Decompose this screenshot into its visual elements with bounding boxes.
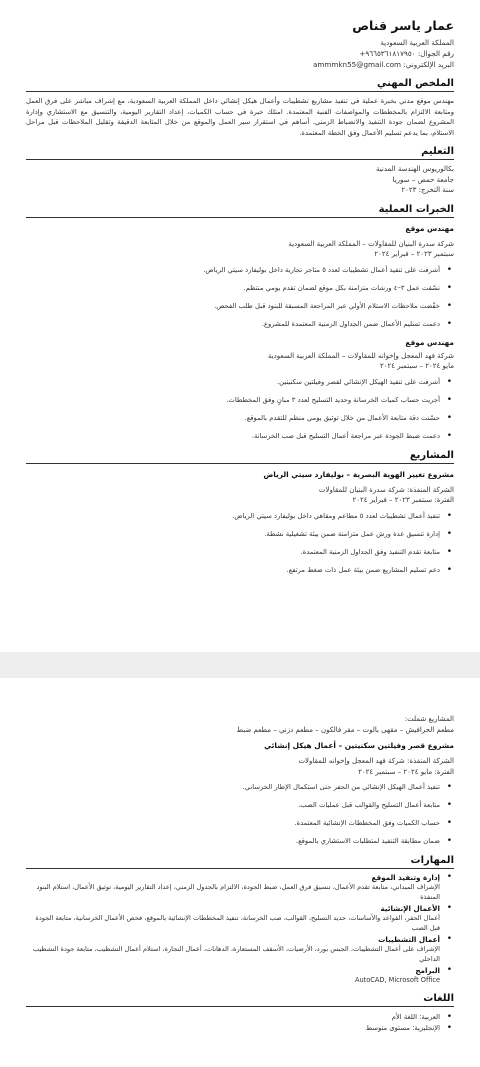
job-bullet: • نسّقت عمل ٣–٤ ورشات متزامنة بكل موقع لضمان تقدم يومي منتظم. — [26, 284, 454, 292]
languages-heading: اللغات — [26, 993, 454, 1007]
skills-heading: المهارات — [26, 855, 454, 869]
job-bullet: • خفّضت ملاحظات الاستلام الأولي عبر المراجعة المسبقة للبنود قبل طلب الفحص. — [26, 302, 454, 310]
job-company: شركة سدرة البنيان للمقاولات – المملكة العربية السعودية — [288, 239, 454, 248]
job-bullet: • أشرفت على تنفيذ أعمال تشطيبات لعدد ٥ متاجر تجارية داخل بوليفارد سيتي الرياض. — [26, 266, 454, 274]
project-bullet: • متابعة أعمال التسليح والقوالب قبل عمليات الصب. — [26, 801, 454, 809]
job-company: شركة فهد المعجل وإخوانه للمقاولات – المملكة العربية السعودية — [267, 351, 454, 360]
project-bullet: • ضمان مطابقة التنفيذ لمتطلبات الاستشاري بالموقع. — [26, 837, 454, 845]
job-period: سبتمبر ٢٠٢٣ – فبراير ٢٠٢٤ — [374, 250, 454, 258]
project-included-label: المشاريع شملت: — [404, 715, 454, 723]
skill-desc: AutoCAD, Microsoft Office — [354, 976, 440, 984]
project-title: مشروع تغيير الهوية البصرية – بوليفارد سيتي الرياض — [263, 469, 454, 479]
project-bullet: • تنفيذ أعمال تشطيبات لعدد ٥ مطاعم ومقاهي داخل بوليفارد سيتي الرياض. — [26, 512, 454, 520]
skill-head: • أعمال التشطيبات — [378, 935, 440, 944]
skill-head: • إدارة وتنفيذ الموقع — [371, 873, 440, 882]
skill-head: • الأعمال الإنشائية — [380, 904, 440, 913]
job-role: مهندس موقع — [405, 337, 454, 347]
experience-heading: الخبرات العملية — [26, 204, 454, 218]
job-role: مهندس موقع — [405, 223, 454, 233]
project-company: الشركة المنفذة: شركة سدرة البنيان للمقاولات — [318, 485, 454, 494]
job-bullets — [26, 378, 454, 440]
project-bullet: • تنفيذ أعمال الهيكل الإنشائي من الحفر حتى استكمال الإطار الخرساني. — [26, 783, 454, 791]
project-bullet: • متابعة تقدم التنفيذ وفق الجداول الزمنية المعتمدة. — [26, 548, 454, 556]
projects-heading: المشاريع — [26, 450, 454, 464]
job-bullet: • حسّنت دقة متابعة الأعمال من خلال توثيق يومي منظم للتقدم بالموقع. — [26, 414, 454, 422]
languages-list — [26, 1013, 454, 1032]
job-bullet: • أشرفت على تنفيذ الهيكل الإنشائي لقصر وفيلتين سكنيتين. — [26, 378, 454, 386]
project-bullets — [26, 512, 454, 574]
skill-desc: الإشراف الميداني، متابعة تقدم الأعمال، تنسيق فرق العمل، ضبط الجودة، الالتزام بالجدول الزمني، إعداد التقارير اليومية، توثيق الأعمال، استلام البنود المنفذة — [36, 883, 440, 901]
contact-block — [26, 37, 454, 70]
skills-list — [26, 873, 454, 985]
phone: رقم الجوال: ٩٦٦٥٣٦١٨١٧٩٥٠+ — [359, 49, 454, 58]
skill-desc: أعمال الحفر، القواعد والأساسات، حديد التسليح، القوالب، صب الخرسانة، تنفيذ المخططات الإنشائية بالموقع، فحص الأعمال الخرسانية، متابعة الجودة قبل الصب — [35, 914, 440, 932]
project-period: الفترة: سبتمبر ٢٠٢٣ – فبراير ٢٠٢٤ — [352, 496, 454, 504]
education-heading: التعليم — [26, 146, 454, 160]
summary-text: مهندس موقع مدني بخبرة عملية في تنفيذ مشاريع تشطيبات وأعمال هيكل إنشائي داخل المملكة العربية السعودية، مع إشراف مباشر على فرق العمل ومتابعة الالتزام بالمخططات والمواصفات الفنية المعتمدة. امتلك خبرة في حساب الكميات، إعداد التقارير اليومية، والتنسيق مع الاستشاري وإدارة المشروع لضمان جودة التنفيذ والانضباط الزمني. أساهم في استقرار سير العمل والموقع من خلال المتابعة الدقيقة وتقليل الملاحظات قبل مراحل الاستلام، بما يدعم تسليم الأعمال وفق الخطة المعتمدة. — [26, 97, 454, 137]
job-bullet: • دعمت ضبط الجودة عبر مراجعة أعمال التسليح قبل صب الخرسانة. — [26, 432, 454, 440]
project-company: الشركة المنفذة: شركة فهد المعجل وإخوانه للمقاولات — [298, 757, 454, 765]
candidate-name: عمار ياسر قناص — [352, 18, 454, 33]
skill-head: • البرامج — [415, 966, 440, 975]
language-item: • الإنجليزية: مستوى متوسط — [26, 1024, 454, 1032]
skill-item — [26, 935, 454, 964]
language-item: • العربية: اللغة الأم — [26, 1013, 454, 1021]
education-year: سنة التخرج: ٢٠٢٣ — [401, 186, 454, 194]
job-bullets — [26, 266, 454, 328]
page-gap — [0, 652, 480, 678]
cv-page-2 — [0, 678, 480, 1067]
project-bullet: • حساب الكميات وفق المخططات الإنشائية المعتمدة. — [26, 819, 454, 827]
education-degree: بكالوريوس الهندسة المدنية — [376, 165, 454, 173]
skill-item — [26, 966, 454, 985]
skill-item — [26, 873, 454, 902]
summary-heading: الملخص المهني — [26, 78, 454, 92]
job-period: مايو ٢٠٢٤ – سبتمبر ٢٠٢٤ — [379, 362, 454, 370]
project-bullets — [26, 783, 454, 845]
job-bullet: • أجريت حساب كميات الخرسانة وحديد التسليح لعدد ٣ مبانٍ وفق المخططات. — [26, 396, 454, 404]
project-period: الفترة: مايو ٢٠٢٤ – سبتمبر ٢٠٢٤ — [358, 767, 454, 776]
project-bullet: • دعم تسليم المشاريع ضمن بيئة عمل ذات ضغط مرتفع. — [26, 566, 454, 574]
email: البريد الإلكتروني: ammmkn55@gmail.com — [312, 60, 454, 69]
project-included-list: مطعم الحرافيش – مقهى بالوت – مقر فالكون – مطعم دزني – مطعم ضبط — [236, 725, 454, 734]
skill-item — [26, 904, 454, 933]
education-university: جامعة حمص – سوريا — [392, 175, 454, 184]
job-bullet: • دعمت تسليم الأعمال ضمن الجداول الزمنية المعتمدة للمشروع. — [26, 320, 454, 328]
skill-desc: الإشراف على أعمال التشطيبات، الجبس بورد، الأرضيات، الأسقف المستعارة، الدهانات، أعمال النجارة، استلام أعمال التشطيب، متابعة جودة التشطيب الداخلي — [32, 945, 440, 963]
country: المملكة العربية السعودية — [380, 38, 454, 47]
project-bullet: • إدارة تنسيق عدة ورش عمل متزامنة ضمن بيئة تشغيلية نشطة. — [26, 530, 454, 538]
project-title: مشروع قصر وفيلتين سكنيتين – أعمال هيكل إنشائي — [264, 741, 454, 750]
